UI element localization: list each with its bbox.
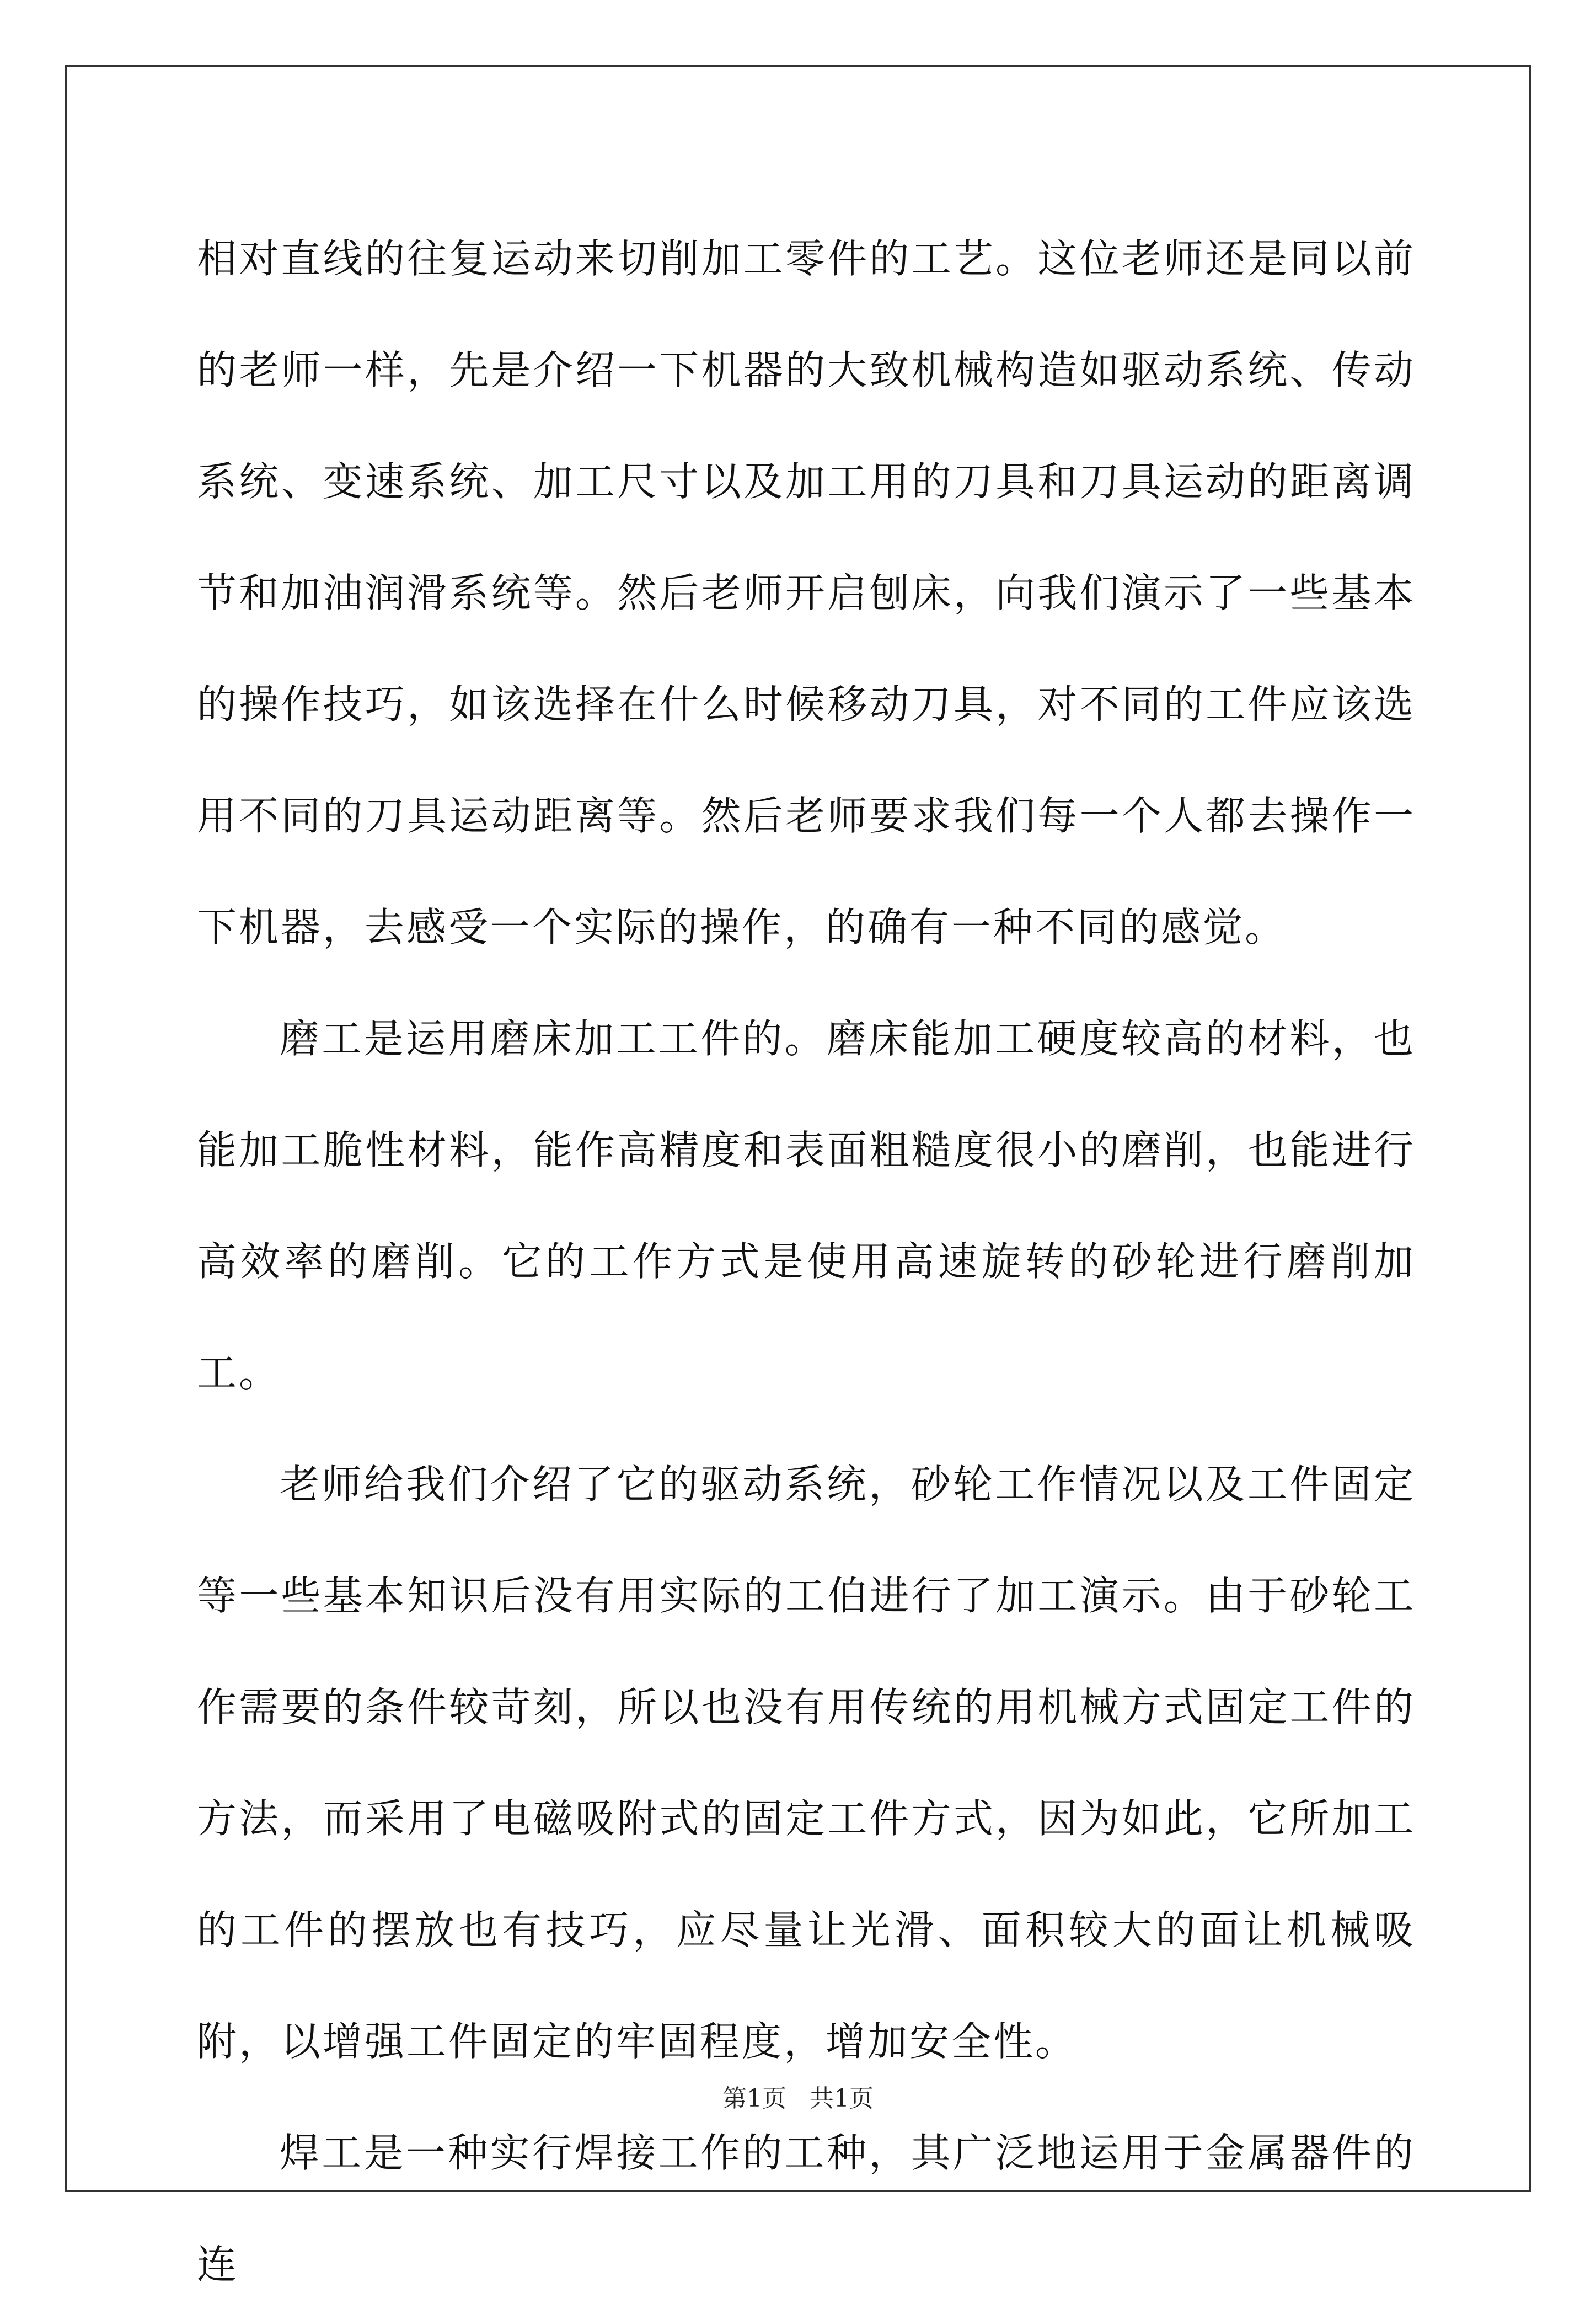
page-number: 第1页 — [722, 2084, 786, 2113]
paragraph-welding: 焊工是一种实行焊接工作的工种，其广泛地运用于金属器件的连 — [197, 2130, 1416, 2287]
page-count: 共1页 — [810, 2084, 874, 2113]
paragraph-grinding-demo: 老师给我们介绍了它的驱动系统，砂轮工作情况以及工件固定等一些基本知识后没有用实际的工伯进行了加工演示。由于砂轮工作需要的条件较苛刻，所以也没有用传统的用机械方式固定工件的方法，而采用了电磁吸附式的固定工件方式，因为如此，它所加工的工件的摆放也有技巧，应尽量让光滑、面积较大的面让机械吸附，以增强工件固定的牢固程度，增加安全性。 — [197, 1461, 1416, 2065]
page-footer — [0, 2082, 1596, 2115]
paragraph-grinding: 磨工是运用磨床加工工件的。磨床能加工硬度较高的材料，也能加工脆性材料，能作高精度和表面粗糙度很小的磨削，也能进行高效率的磨削。它的工作方式是使用高速旋转的砂轮进行磨削加工。 — [197, 1015, 1416, 1396]
paragraph-continuation: 相对直线的往复运动来切削加工零件的工艺。这位老师还是同以前的老师一样，先是介绍一下机器的大致机械构造如驱动系统、传动系统、变速系统、加工尺寸以及加工用的刀具和刀具运动的距离调节和加油润滑系统等。然后老师开启刨床，向我们演示了一些基本的操作技巧，如该选择在什么时候移动刀具，对不同的工件应该选用不同的刀具运动距离等。然后老师要求我们每一个人都去操作一下机器，去感受一个实际的操作，的确有一种不同的感觉。 — [197, 236, 1416, 950]
document-body — [197, 203, 1416, 2320]
